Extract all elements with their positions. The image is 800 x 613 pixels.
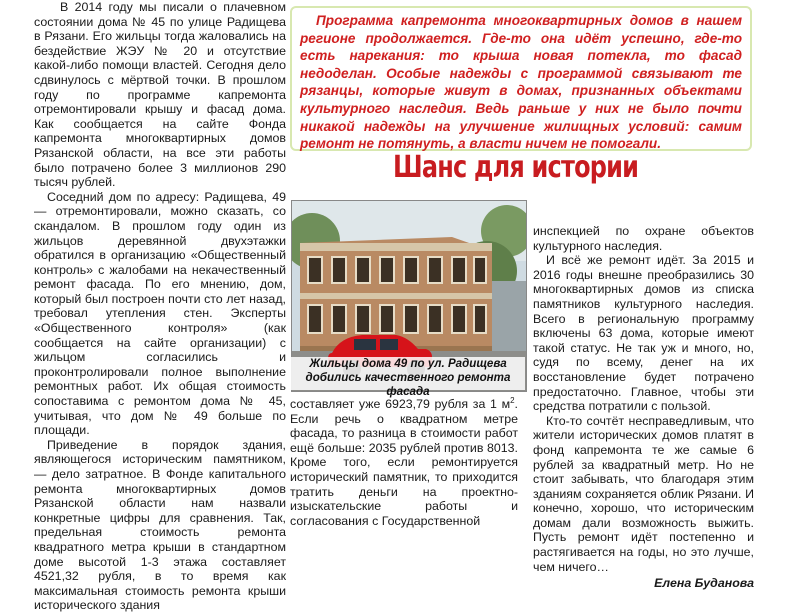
article-column-middle — [290, 397, 518, 528]
lead-box: Программа капремонта многоквартирных домов в нашем регионе продолжается. Где-то она идёт успешно, где-то есть нарекания: то крыша новая потекла, то фасад недоделан. Особые надежды с программой связывают те рязанцы, которые живут в домах, признанных объектами культурного наследия. Ведь раньше у них не было почти никакой надежды на улучшение жилищных условий: самим ремонт не потянуть, а власти ничем не помогали. — [290, 6, 752, 151]
text-span: составляет уже 6923,79 рубля за 1 м — [290, 397, 511, 411]
paragraph: инспекцией по охране объектов культурного наследия. — [533, 224, 754, 253]
article-headline: Шанс для истории — [393, 150, 639, 185]
paragraph: Кто-то сочтёт несправедливым, что жители исторических домов платят в фонд капремонта те же самые 6 рублей за квадратный метр. Но не стоит забывать, что благодаря этим зданиям сохраняется облик Рязани. И конечно, хорошо, что историческим домам дали возможность выжить. Пусть ремонт идёт постепенно и растягивается на годы, но это лучше, чем ничего… — [533, 413, 754, 574]
paragraph — [290, 397, 518, 528]
text-span: . Если речь о квадратном метре фасада, то разница в стоимости работ ещё больше: 2035 рублей против 8013. Кроме того, если ремонтируется исторический памятник, то приходится тратить деньги на проектно-изыскательские работы и согласования с Государственной — [290, 397, 518, 528]
author-name: Елена Буданова — [654, 576, 754, 591]
article-column-left — [34, 0, 286, 613]
article-column-right — [533, 224, 754, 591]
paragraph: Соседний дом по адресу: Радищева, 49 — отремонтировали, можно сказать, со скандалом. В прошлом году один из жильцов деревянной двухэтажки обратился в организацию «Общественный контроль» с жалобами на некачественный ремонт фасада. По его мнению, дом, который был построен почти сто лет назад, требовал утепления стен. Эксперты «Общественного контроля» (как сообщается на сайте организации) с жильцом согласились и проконтролировали полное выполнение ремонтных работ. Их общая стоимость сопоставима с ремонтом дома № 45, учитывая, что дом № 49 больше по площади. — [34, 189, 286, 438]
photo-caption: Жильцы дома 49 по ул. Радищева добились качественного ремонта фасада — [291, 357, 525, 390]
paragraph: И всё же ремонт идёт. За 2015 и 2016 годы внешне преобразились 30 многоквартирных домов из списка памятников культурного наследия. Всего в региональную программу включены 63 дома, которые имеют такой статус. Не так уж и много, но, судя по всему, денег на их восстановление будет потрачено предостаточно. Главное, чтобы эти средства потратили с пользой. — [533, 253, 754, 414]
paragraph: Приведение в порядок здания, являющегося историческим памятником, — дело затратное. В Фонде капитального ремонта многоквартирных домов Рязанской области нам назвали конкретные цифры для сравнения. Так, предельная стоимость ремонта квадратного метра крыши в стандартном доме высотой 1-3 этажа составляет 4521,32 рубля, в то время как максимальная стоимость ремонта крыши исторического здания — [34, 437, 286, 613]
superscript: 2 — [510, 395, 515, 405]
paragraph: В 2014 году мы писали о плачевном состоянии дома № 45 по улице Радищева в Рязани. Его жильцы тогда жаловались на бездействие ЖЭУ № 20 и отсутствие какой-либо помощи властей. Сегодня дело сдвинулось с мёртвой точки. В прошлом году по программе капремонта отремонтировали крышу и фасад дома. Как сообщается на сайте Фонда капремонта многоквартирных домов Рязанской области, на все эти работы было потрачено более 3 миллионов 290 тысяч рублей. — [34, 0, 286, 190]
